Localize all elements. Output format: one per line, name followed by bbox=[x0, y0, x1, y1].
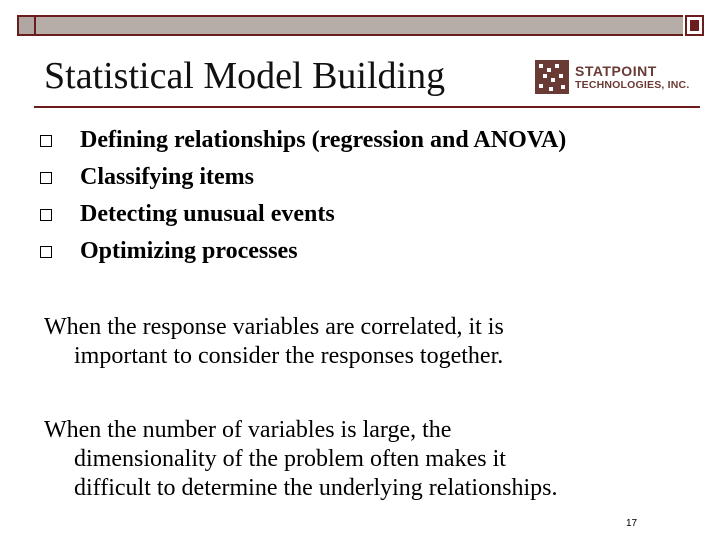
slide-title: Statistical Model Building bbox=[44, 55, 446, 97]
bullet-item bbox=[40, 122, 700, 159]
bullet-text: Detecting unusual events bbox=[80, 201, 335, 227]
band-bottom-line bbox=[17, 34, 683, 36]
page-number: 17 bbox=[626, 518, 638, 529]
hollow-square-bullet-icon bbox=[40, 172, 52, 184]
paragraph-dimensionality bbox=[44, 416, 684, 503]
band-top-line bbox=[17, 15, 683, 17]
band-right-square bbox=[685, 15, 704, 36]
bullet-list bbox=[40, 122, 700, 270]
logo-text-line1: STATPOINT bbox=[575, 63, 657, 79]
paragraph-line: difficult to determine the underlying relationships. bbox=[74, 475, 558, 501]
title-rule bbox=[34, 106, 700, 108]
bullet-text: Classifying items bbox=[80, 164, 254, 190]
paragraph-line: important to consider the responses together. bbox=[74, 343, 504, 369]
band-left-square bbox=[17, 15, 36, 36]
paragraph-line: When the response variables are correlated, it is bbox=[44, 314, 504, 340]
bullet-item bbox=[40, 159, 700, 196]
paragraph-correlated-responses bbox=[44, 313, 684, 371]
paragraph-line: When the number of variables is large, the bbox=[44, 417, 452, 443]
bullet-item bbox=[40, 196, 700, 233]
logo-mark-icon bbox=[535, 60, 569, 94]
hollow-square-bullet-icon bbox=[40, 209, 52, 221]
hollow-square-bullet-icon bbox=[40, 246, 52, 258]
paragraph-line: dimensionality of the problem often makes it bbox=[74, 446, 506, 472]
hollow-square-bullet-icon bbox=[40, 135, 52, 147]
bullet-text: Defining relationships (regression and ANOVA) bbox=[80, 127, 567, 153]
statpoint-logo bbox=[535, 60, 703, 96]
top-decorative-band bbox=[17, 15, 704, 37]
logo-text-line2: TECHNOLOGIES, INC. bbox=[575, 79, 690, 91]
bullet-item bbox=[40, 233, 700, 270]
bullet-text: Optimizing processes bbox=[80, 238, 298, 264]
band-fill bbox=[36, 17, 683, 34]
